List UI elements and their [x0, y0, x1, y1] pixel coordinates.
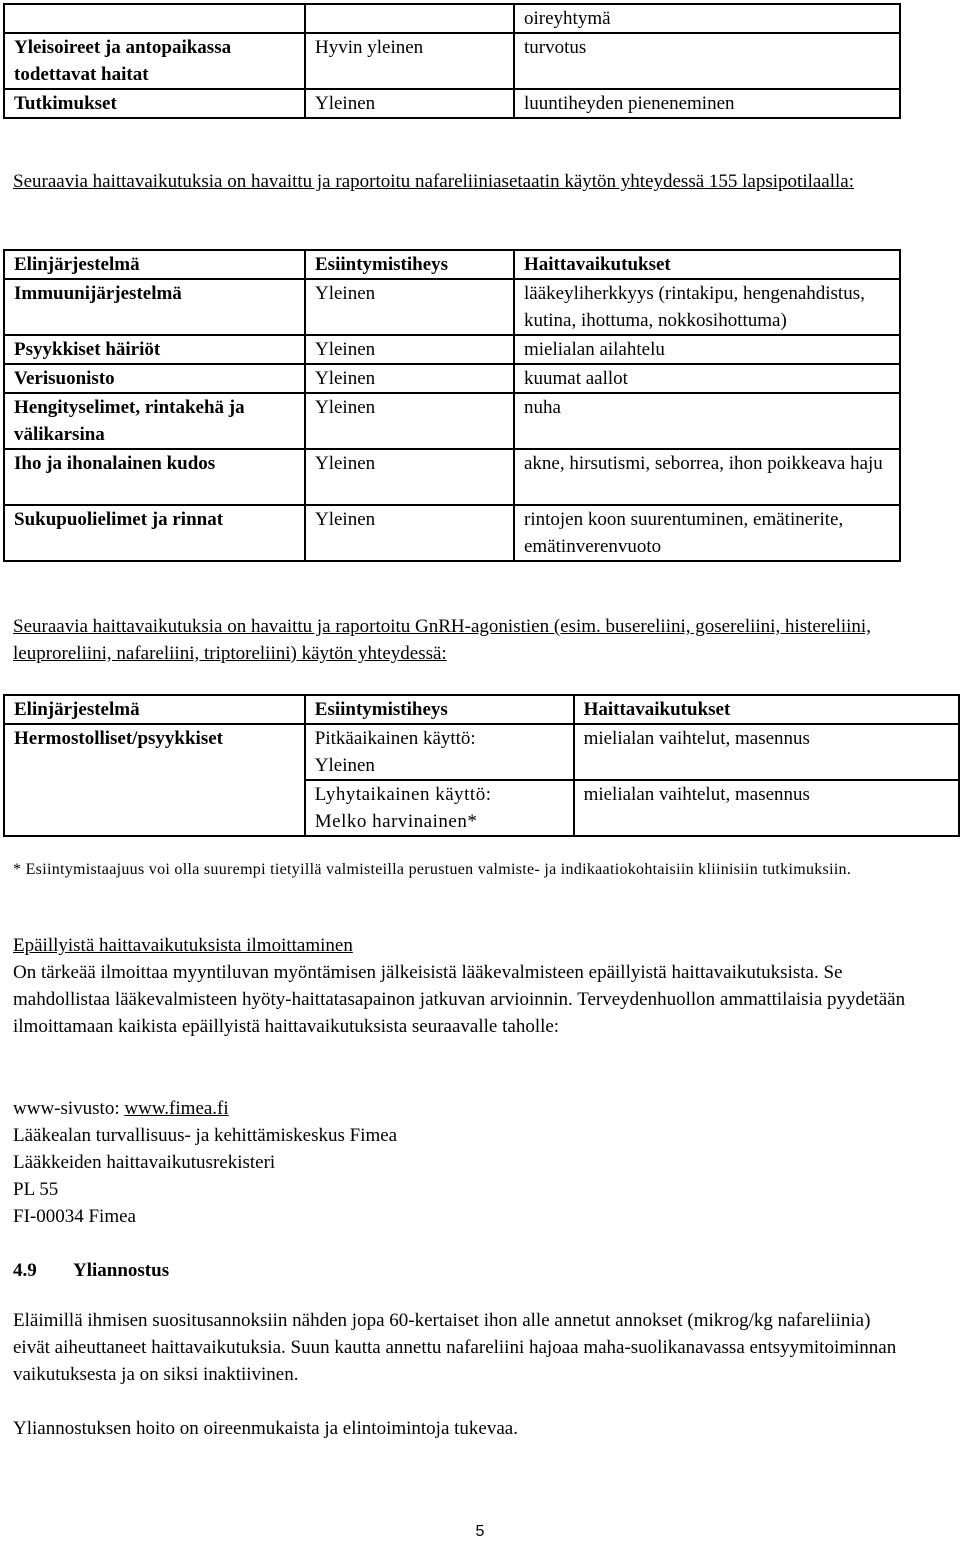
effects-cell: rintojen koon suurentuminen, emätinerite, emätinverenvuoto — [514, 505, 900, 561]
table-row — [4, 335, 900, 364]
header-frequency: Esiintymistiheys — [305, 695, 574, 724]
page-number: 5 — [475, 1523, 485, 1540]
header-organ-class: Elinjärjestelmä — [4, 695, 305, 724]
frequency-cell: Yleinen — [305, 449, 514, 505]
frequency-cell — [305, 4, 514, 33]
effects-cell: kuumat aallot — [514, 364, 900, 393]
section-title: Yliannostus — [73, 1260, 170, 1281]
organ-class-cell: Hengityselimet, rintakehä ja välikarsina — [4, 393, 305, 449]
organ-class-cell: Immuunijärjestelmä — [4, 279, 305, 335]
effects-cell: nuha — [514, 393, 900, 449]
organ-class-cell: Psyykkiset häiriöt — [4, 335, 305, 364]
frequency-cell: Yleinen — [305, 335, 514, 364]
organ-class-cell: Verisuonisto — [4, 364, 305, 393]
organ-class-cell: Hermostolliset/psyykkiset — [4, 724, 305, 836]
effects-cell: mielialan vaihtelut, masennus — [574, 780, 959, 836]
effects-cell: mielialan ailahtelu — [514, 335, 900, 364]
frequency-cell: Pitkäaikainen käyttö: Yleinen — [305, 724, 574, 780]
gnrh-adverse-effects-table — [3, 694, 960, 837]
reporting-body: On tärkeää ilmoittaa myyntiluvan myöntämisen jälkeisistä lääkevalmisteen epäillyistä haittavaikutuksista. Se mahdollistaa lääkevalmisteen hyöty-haittatasapainon jatkuvan arvioinnin. Terveydenhuollon ammattilaisia pyydetään ilmoittamaan kaikista epäillyistä haittavaikutuksista seuraavalle taholle: — [13, 962, 906, 1037]
table-row — [4, 364, 900, 393]
gnrh-intro: Seuraavia haittavaikutuksia on havaittu ja raportoitu GnRH-agonistien (esim. busereliini, gosereliini, histereliini, leuproreliini, nafareliini, triptoreliini) käytön yhteydessä: — [13, 616, 871, 664]
header-frequency: Esiintymistiheys — [305, 250, 514, 279]
table-row — [4, 33, 900, 89]
frequency-cell: Yleinen — [305, 364, 514, 393]
effects-cell: lääkeyliherkkyys (rintakipu, hengenahdistus, kutina, ihottuma, nokkosihottuma) — [514, 279, 900, 335]
pediatric-adverse-effects-table — [3, 249, 901, 562]
effects-cell: luuntiheyden pieneneminen — [514, 89, 900, 118]
header-effects: Haittavaikutukset — [574, 695, 959, 724]
effects-cell: mielialan vaihtelut, masennus — [574, 724, 959, 780]
table-row — [4, 279, 900, 335]
table-row — [4, 449, 900, 505]
organ-class-cell: Iho ja ihonalainen kudos — [4, 449, 305, 505]
table-row — [4, 393, 900, 449]
organ-class-cell: Yleisoireet ja antopaikassa todettavat haitat — [4, 33, 305, 89]
website-label: www-sivusto: — [13, 1098, 125, 1119]
fimea-link[interactable]: www.fimea.fi — [124, 1098, 229, 1119]
header-organ-class: Elinjärjestelmä — [4, 250, 305, 279]
section-heading — [13, 1257, 948, 1284]
frequency-cell: Hyvin yleinen — [305, 33, 514, 89]
table-header-row — [4, 695, 959, 724]
address-line-4: FI-00034 Fimea — [13, 1206, 136, 1227]
adverse-effects-table-continued — [3, 3, 901, 119]
overdose-paragraph-2: Yliannostuksen hoito on oireenmukaista ja elintoimintoja tukevaa. — [13, 1418, 518, 1439]
overdose-paragraph-1: Eläimillä ihmisen suositusannoksiin nähden jopa 60-kertaiset ihon alle annetut annokset (mikrog/kg nafareliinia) eivät aiheuttaneet haittavaikutuksia. Suun kautta annettu nafareliini hajoaa maha-suolikanavassa entsyymitoiminnan vaikutuksesta ja on siksi inaktiivinen. — [13, 1310, 897, 1385]
effects-cell: oireyhtymä — [514, 4, 900, 33]
address-line-2: Lääkkeiden haittavaikutusrekisteri — [13, 1152, 276, 1173]
effects-cell: akne, hirsutismi, seborrea, ihon poikkeava haju — [514, 449, 900, 505]
table-row — [4, 724, 959, 780]
effects-cell: turvotus — [514, 33, 900, 89]
table-header-row — [4, 250, 900, 279]
section-number: 4.9 — [13, 1260, 37, 1281]
address-line-1: Lääkealan turvallisuus- ja kehittämiskeskus Fimea — [13, 1125, 398, 1146]
frequency-cell: Lyhytaikainen käyttö: Melko harvinainen* — [305, 780, 574, 836]
reporting-website — [13, 1095, 948, 1122]
table-row — [4, 505, 900, 561]
reporting-heading: Epäillyistä haittavaikutuksista ilmoittaminen — [13, 935, 353, 956]
frequency-cell: Yleinen — [305, 505, 514, 561]
frequency-footnote: * Esiintymistaajuus voi olla suurempi tietyillä valmisteilla perustuen valmiste- ja indikaatiokohtaisiin kliinisiin tutkimuksiin. — [13, 861, 852, 878]
address-line-3: PL 55 — [13, 1179, 59, 1200]
header-effects: Haittavaikutukset — [514, 250, 900, 279]
pediatric-intro: Seuraavia haittavaikutuksia on havaittu ja raportoitu nafareliiniasetaatin käytön yhteydessä 155 lapsipotilaalla: — [13, 171, 855, 192]
organ-class-cell: Sukupuolielimet ja rinnat — [4, 505, 305, 561]
table-row — [4, 89, 900, 118]
frequency-cell: Yleinen — [305, 393, 514, 449]
frequency-cell: Yleinen — [305, 279, 514, 335]
table-row — [4, 4, 900, 33]
organ-class-cell — [4, 4, 305, 33]
frequency-cell: Yleinen — [305, 89, 514, 118]
organ-class-cell: Tutkimukset — [4, 89, 305, 118]
